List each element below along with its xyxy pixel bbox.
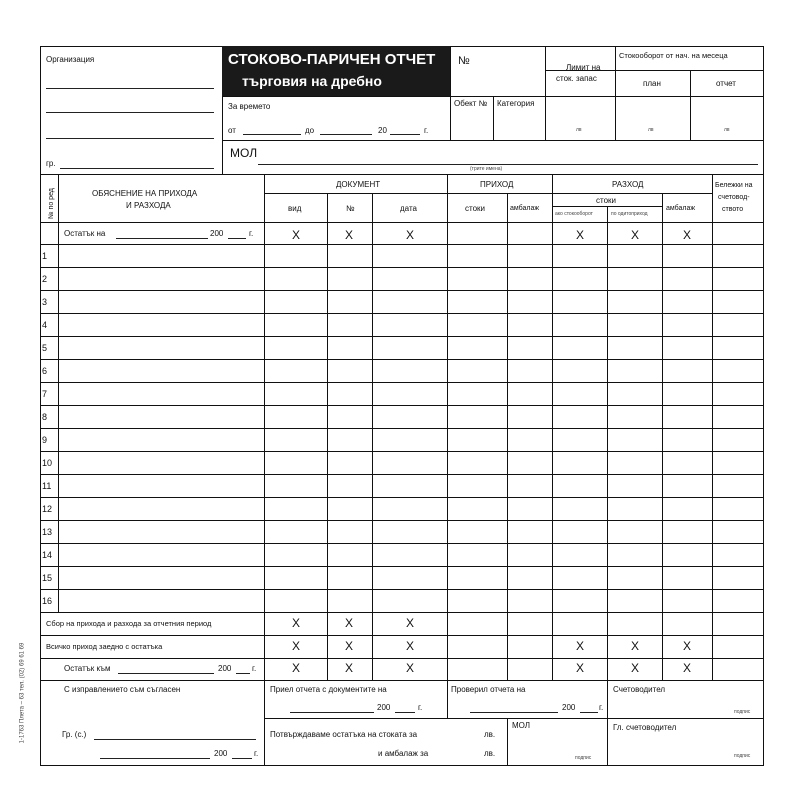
confirm-label: Потвърждаваме остатъка на стоката за: [270, 730, 418, 739]
row-divider: [40, 313, 764, 314]
city-signature-field[interactable]: [94, 739, 256, 740]
x-mark: X: [682, 661, 691, 675]
notes-header-3: ството: [722, 206, 744, 213]
row-number: 10: [42, 458, 53, 468]
x-mark: X: [405, 616, 414, 630]
city-field[interactable]: [60, 168, 214, 169]
x-mark: X: [405, 639, 414, 653]
grid-line: [552, 174, 553, 680]
organization-field[interactable]: [46, 88, 214, 89]
grid-line: [40, 680, 764, 681]
organization-label: Организация: [46, 55, 95, 64]
row-number: 15: [42, 573, 53, 583]
explanation-header-2: И РАЗХОДА: [126, 201, 171, 210]
date-signature-field[interactable]: [100, 758, 210, 759]
row-divider: [40, 566, 764, 567]
grid-line: [545, 46, 546, 140]
row-number: 2: [42, 274, 48, 284]
closing-row-label: Остатък към: [64, 664, 111, 673]
grid-line: [40, 635, 764, 636]
period-g-label: г.: [424, 126, 429, 135]
row-number: 8: [42, 412, 48, 422]
date-signature-g: г.: [254, 749, 259, 758]
row-divider: [40, 382, 764, 383]
period-to-field[interactable]: [320, 134, 372, 135]
grid-line: [222, 140, 764, 141]
accountant-label: Счетоводител: [613, 685, 666, 694]
row-divider: [40, 290, 764, 291]
date-signature-year-field[interactable]: [232, 758, 252, 759]
printer-code: 1-1763 Плета – 63 тел. (02) 69 61 69: [19, 642, 26, 744]
row-divider: [40, 497, 764, 498]
grid-line: [264, 193, 712, 194]
x-mark: X: [344, 616, 353, 630]
x-mark: X: [630, 228, 639, 242]
confirm-packaging-label: и амбалаж за: [378, 749, 429, 758]
mol-subcaption: (трите имена): [470, 166, 503, 172]
unit-label: лв: [576, 127, 582, 133]
grid-line: [607, 206, 608, 680]
row-number: 6: [42, 366, 48, 376]
grid-line: [607, 680, 608, 766]
doc-type-header: вид: [288, 204, 302, 213]
closing-year-field[interactable]: [236, 673, 250, 674]
mol-signature-caption: подпис: [575, 755, 592, 761]
row-divider: [40, 405, 764, 406]
row-number: 1: [42, 251, 48, 261]
grid-line: [58, 174, 59, 612]
expense-goods-sub-b: по одитоприход: [611, 211, 648, 217]
total-row-label: Всичко приход заедно с остатъка: [46, 642, 163, 651]
grid-line: [264, 680, 265, 766]
row-divider: [40, 474, 764, 475]
grid-line: [493, 96, 494, 140]
confirm-packaging-lv: лв.: [484, 749, 496, 758]
grid-line: [447, 680, 448, 718]
grid-line: [447, 174, 448, 680]
row-number-header: № по ред: [47, 188, 55, 219]
chief-accountant-label: Гл. счетоводител: [613, 723, 677, 732]
checked-year-field[interactable]: [580, 712, 598, 713]
organization-field[interactable]: [46, 112, 214, 113]
mol-field[interactable]: [258, 164, 758, 165]
row-number: 9: [42, 435, 48, 445]
period-label: За времето: [228, 102, 271, 111]
income-header: ПРИХОД: [480, 180, 514, 189]
turnover-label: Стокооборот от нач. на месеца: [619, 51, 728, 60]
x-mark: X: [405, 228, 414, 242]
received-g: г.: [418, 703, 423, 712]
chief-accountant-signature-caption: подпис: [734, 753, 751, 759]
row-divider: [40, 520, 764, 521]
limit-label: Лимит на: [566, 63, 601, 72]
organization-field[interactable]: [46, 138, 214, 139]
category-label: Категория: [497, 99, 535, 108]
city-prefix: гр.: [46, 159, 56, 168]
grid-line: [690, 70, 691, 140]
opening-year-field[interactable]: [228, 238, 246, 239]
grid-line: [40, 174, 764, 175]
x-mark: X: [291, 228, 300, 242]
x-mark: X: [291, 661, 300, 675]
period-from-label: от: [228, 126, 236, 135]
plan-label: план: [643, 79, 661, 88]
opening-balance-label: Остатък на: [64, 229, 106, 238]
x-mark: X: [344, 639, 353, 653]
row-number: 4: [42, 320, 48, 330]
row-number: 3: [42, 297, 48, 307]
closing-year: 200: [218, 664, 232, 673]
grid-line: [615, 46, 616, 140]
grid-line: [450, 46, 451, 140]
accountant-signature-caption: подпис: [734, 709, 751, 715]
closing-date-field[interactable]: [118, 673, 214, 674]
doc-date-header: дата: [400, 204, 417, 213]
received-year: 200: [377, 703, 391, 712]
unit-label: лв: [724, 127, 730, 133]
received-year-field[interactable]: [395, 712, 415, 713]
opening-year: 200: [210, 229, 224, 238]
row-number: 13: [42, 527, 53, 537]
period-year-field[interactable]: [390, 134, 420, 135]
x-mark: X: [630, 661, 639, 675]
opening-g: г.: [249, 229, 254, 238]
x-mark: X: [575, 639, 584, 653]
opening-date-field[interactable]: [116, 238, 208, 239]
grid-line: [264, 174, 265, 680]
x-mark: X: [630, 639, 639, 653]
notes-header: Бележки на: [715, 182, 753, 189]
number-label: №: [458, 55, 470, 67]
x-mark: X: [291, 639, 300, 653]
city-signature-label: Гр. (с.): [62, 730, 87, 739]
date-signature-year: 200: [214, 749, 228, 758]
row-number: 16: [42, 596, 53, 606]
grid-line: [507, 718, 508, 766]
grid-line: [40, 612, 764, 613]
closing-g: г.: [252, 664, 257, 673]
x-mark: X: [344, 228, 353, 242]
explanation-header: ОБЯСНЕНИЕ НА ПРИХОДА: [92, 189, 198, 198]
x-mark: X: [575, 661, 584, 675]
form-subtitle: търговия на дребно: [242, 73, 382, 89]
row-divider: [40, 267, 764, 268]
row-divider: [40, 336, 764, 337]
row-divider: [40, 451, 764, 452]
income-packaging-header: амбалаж: [510, 205, 540, 212]
notes-header-2: счетовод-: [718, 194, 750, 201]
checked-label: Проверил отчета на: [451, 685, 526, 694]
row-number: 11: [42, 481, 52, 491]
x-mark: X: [344, 661, 353, 675]
document-header: ДОКУМЕНТ: [336, 180, 381, 189]
mol-label: МОЛ: [230, 146, 258, 160]
row-number: 14: [42, 550, 53, 560]
income-goods-header: стоки: [465, 204, 485, 213]
grid-line: [264, 718, 764, 719]
object-label: Обект №: [454, 99, 488, 108]
received-label: Приел отчета с документите на: [270, 685, 387, 694]
period-year-label: 20: [378, 126, 387, 135]
report-label: отчет: [716, 79, 736, 88]
x-mark: X: [405, 661, 414, 675]
received-date-field[interactable]: [290, 712, 374, 713]
row-divider: [40, 543, 764, 544]
row-divider: [40, 589, 764, 590]
checked-date-field[interactable]: [470, 712, 558, 713]
sum-row-label: Сбор на прихода и разхода за отчетния период: [46, 619, 212, 628]
grid-line: [712, 174, 713, 680]
doc-number-header: №: [346, 204, 355, 213]
expense-packaging-header: амбалаж: [666, 205, 696, 212]
agree-label: С изправлението съм съгласен: [64, 685, 181, 694]
x-mark: X: [291, 616, 300, 630]
grid-line: [40, 222, 764, 223]
expense-header: РАЗХОД: [612, 180, 644, 189]
period-to-label: до: [305, 126, 315, 135]
unit-label: лв: [648, 127, 654, 133]
x-mark: X: [682, 228, 691, 242]
grid-line: [40, 244, 764, 245]
confirm-lv: лв.: [484, 730, 496, 739]
row-number: 7: [42, 389, 48, 399]
title-block: [222, 46, 450, 96]
limit-label-2: сток. запас: [556, 74, 597, 83]
form-title: СТОКОВО-ПАРИЧЕН ОТЧЕТ: [228, 51, 436, 68]
x-mark: X: [575, 228, 584, 242]
checked-g: г.: [599, 703, 604, 712]
row-number: 12: [42, 504, 53, 514]
x-mark: X: [682, 639, 691, 653]
expense-goods-header: стоки: [596, 196, 616, 205]
grid-line: [40, 658, 764, 659]
period-from-field[interactable]: [243, 134, 301, 135]
row-number: 5: [42, 343, 48, 353]
row-divider: [40, 359, 764, 360]
checked-year: 200: [562, 703, 576, 712]
expense-goods-sub-a: ако стокооборот: [555, 211, 593, 217]
row-divider: [40, 428, 764, 429]
mol-signature-label: МОЛ: [512, 721, 531, 730]
